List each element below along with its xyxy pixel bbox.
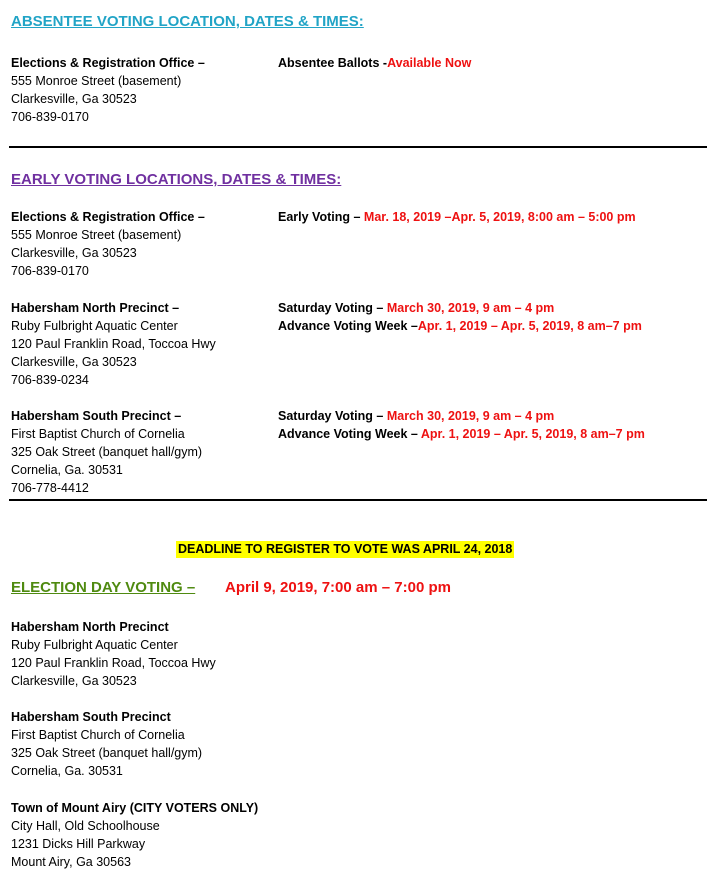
location-name: Town of Mount Airy (CITY VOTERS ONLY) (11, 801, 259, 815)
location-line: Cornelia, Ga. 30531 (11, 463, 123, 477)
location-name: Habersham North Precinct – (11, 301, 180, 315)
office-phone: 706-839-0170 (11, 110, 89, 124)
office-name: Elections & Registration Office – (11, 56, 205, 70)
schedule-label: Saturday Voting – (278, 409, 387, 423)
location-phone: 706-839-0234 (11, 373, 89, 387)
location-phone: 706-778-4412 (11, 481, 89, 495)
early-schedule-north-precinct (278, 299, 642, 335)
office-city-line: Clarkesville, Ga 30523 (11, 92, 137, 106)
location-name: Habersham South Precinct – (11, 409, 182, 423)
election-day-date: April 9, 2019, 7:00 am – 7:00 pm (225, 579, 451, 596)
schedule-dates: Mar. 18, 2019 –Apr. 5, 2019, 8:00 am – 5:00 pm (363, 210, 636, 224)
location-name: Habersham North Precinct (11, 620, 169, 634)
location-line: City Hall, Old Schoolhouse (11, 819, 160, 833)
location-line: 325 Oak Street (banquet hall/gym) (11, 445, 203, 459)
schedule-dates: Apr. 1, 2019 – Apr. 5, 2019, 8 am–7 pm (420, 427, 645, 441)
absentee-ballots-label: Absentee Ballots - (278, 56, 388, 70)
location-line: 120 Paul Franklin Road, Toccoa Hwy (11, 656, 216, 670)
early-location-north-precinct (11, 299, 216, 389)
schedule-dates: March 30, 2019, 9 am – 4 pm (386, 301, 555, 315)
section-divider (9, 146, 707, 148)
location-line: Cornelia, Ga. 30531 (11, 764, 123, 778)
location-line: Ruby Fulbright Aquatic Center (11, 319, 178, 333)
schedule-label: Early Voting – (278, 210, 364, 224)
absentee-ballots (278, 54, 471, 72)
early-schedule-elections-office (278, 208, 636, 226)
location-line: Clarkesville, Ga 30523 (11, 674, 137, 688)
location-line: 555 Monroe Street (basement) (11, 228, 182, 242)
election-location-north-precinct (11, 618, 216, 690)
absentee-heading: ABSENTEE VOTING LOCATION, DATES & TIMES: (11, 13, 364, 30)
election-location-south-precinct (11, 708, 202, 780)
early-voting-heading: EARLY VOTING LOCATIONS, DATES & TIMES: (11, 171, 342, 188)
election-day-heading: ELECTION DAY VOTING – (11, 579, 196, 596)
location-line: 325 Oak Street (banquet hall/gym) (11, 746, 203, 760)
election-location-mount-airy (11, 799, 258, 871)
location-line: Ruby Fulbright Aquatic Center (11, 638, 178, 652)
location-line: Clarkesville, Ga 30523 (11, 246, 137, 260)
schedule-dates: Apr. 1, 2019 – Apr. 5, 2019, 8 am–7 pm (417, 319, 642, 333)
early-schedule-south-precinct (278, 407, 645, 443)
location-line: Mount Airy, Ga 30563 (11, 855, 131, 869)
absentee-office-block (11, 54, 205, 126)
schedule-label: Advance Voting Week – (278, 427, 421, 441)
section-divider (9, 499, 707, 501)
location-line: First Baptist Church of Cornelia (11, 427, 185, 441)
absentee-ballots-status: Available Now (387, 56, 472, 70)
location-phone: 706-839-0170 (11, 264, 89, 278)
location-line: Clarkesville, Ga 30523 (11, 355, 137, 369)
location-line: 1231 Dicks Hill Parkway (11, 837, 146, 851)
schedule-label: Saturday Voting – (278, 301, 387, 315)
location-name: Elections & Registration Office – (11, 210, 205, 224)
location-line: First Baptist Church of Cornelia (11, 728, 185, 742)
schedule-dates: March 30, 2019, 9 am – 4 pm (386, 409, 555, 423)
early-location-south-precinct (11, 407, 202, 497)
office-address-line: 555 Monroe Street (basement) (11, 74, 182, 88)
schedule-label: Advance Voting Week – (278, 319, 418, 333)
early-location-elections-office (11, 208, 205, 280)
registration-deadline-banner: DEADLINE TO REGISTER TO VOTE WAS APRIL 24, 2018 (178, 542, 513, 556)
location-name: Habersham South Precinct (11, 710, 171, 724)
location-line: 120 Paul Franklin Road, Toccoa Hwy (11, 337, 216, 351)
